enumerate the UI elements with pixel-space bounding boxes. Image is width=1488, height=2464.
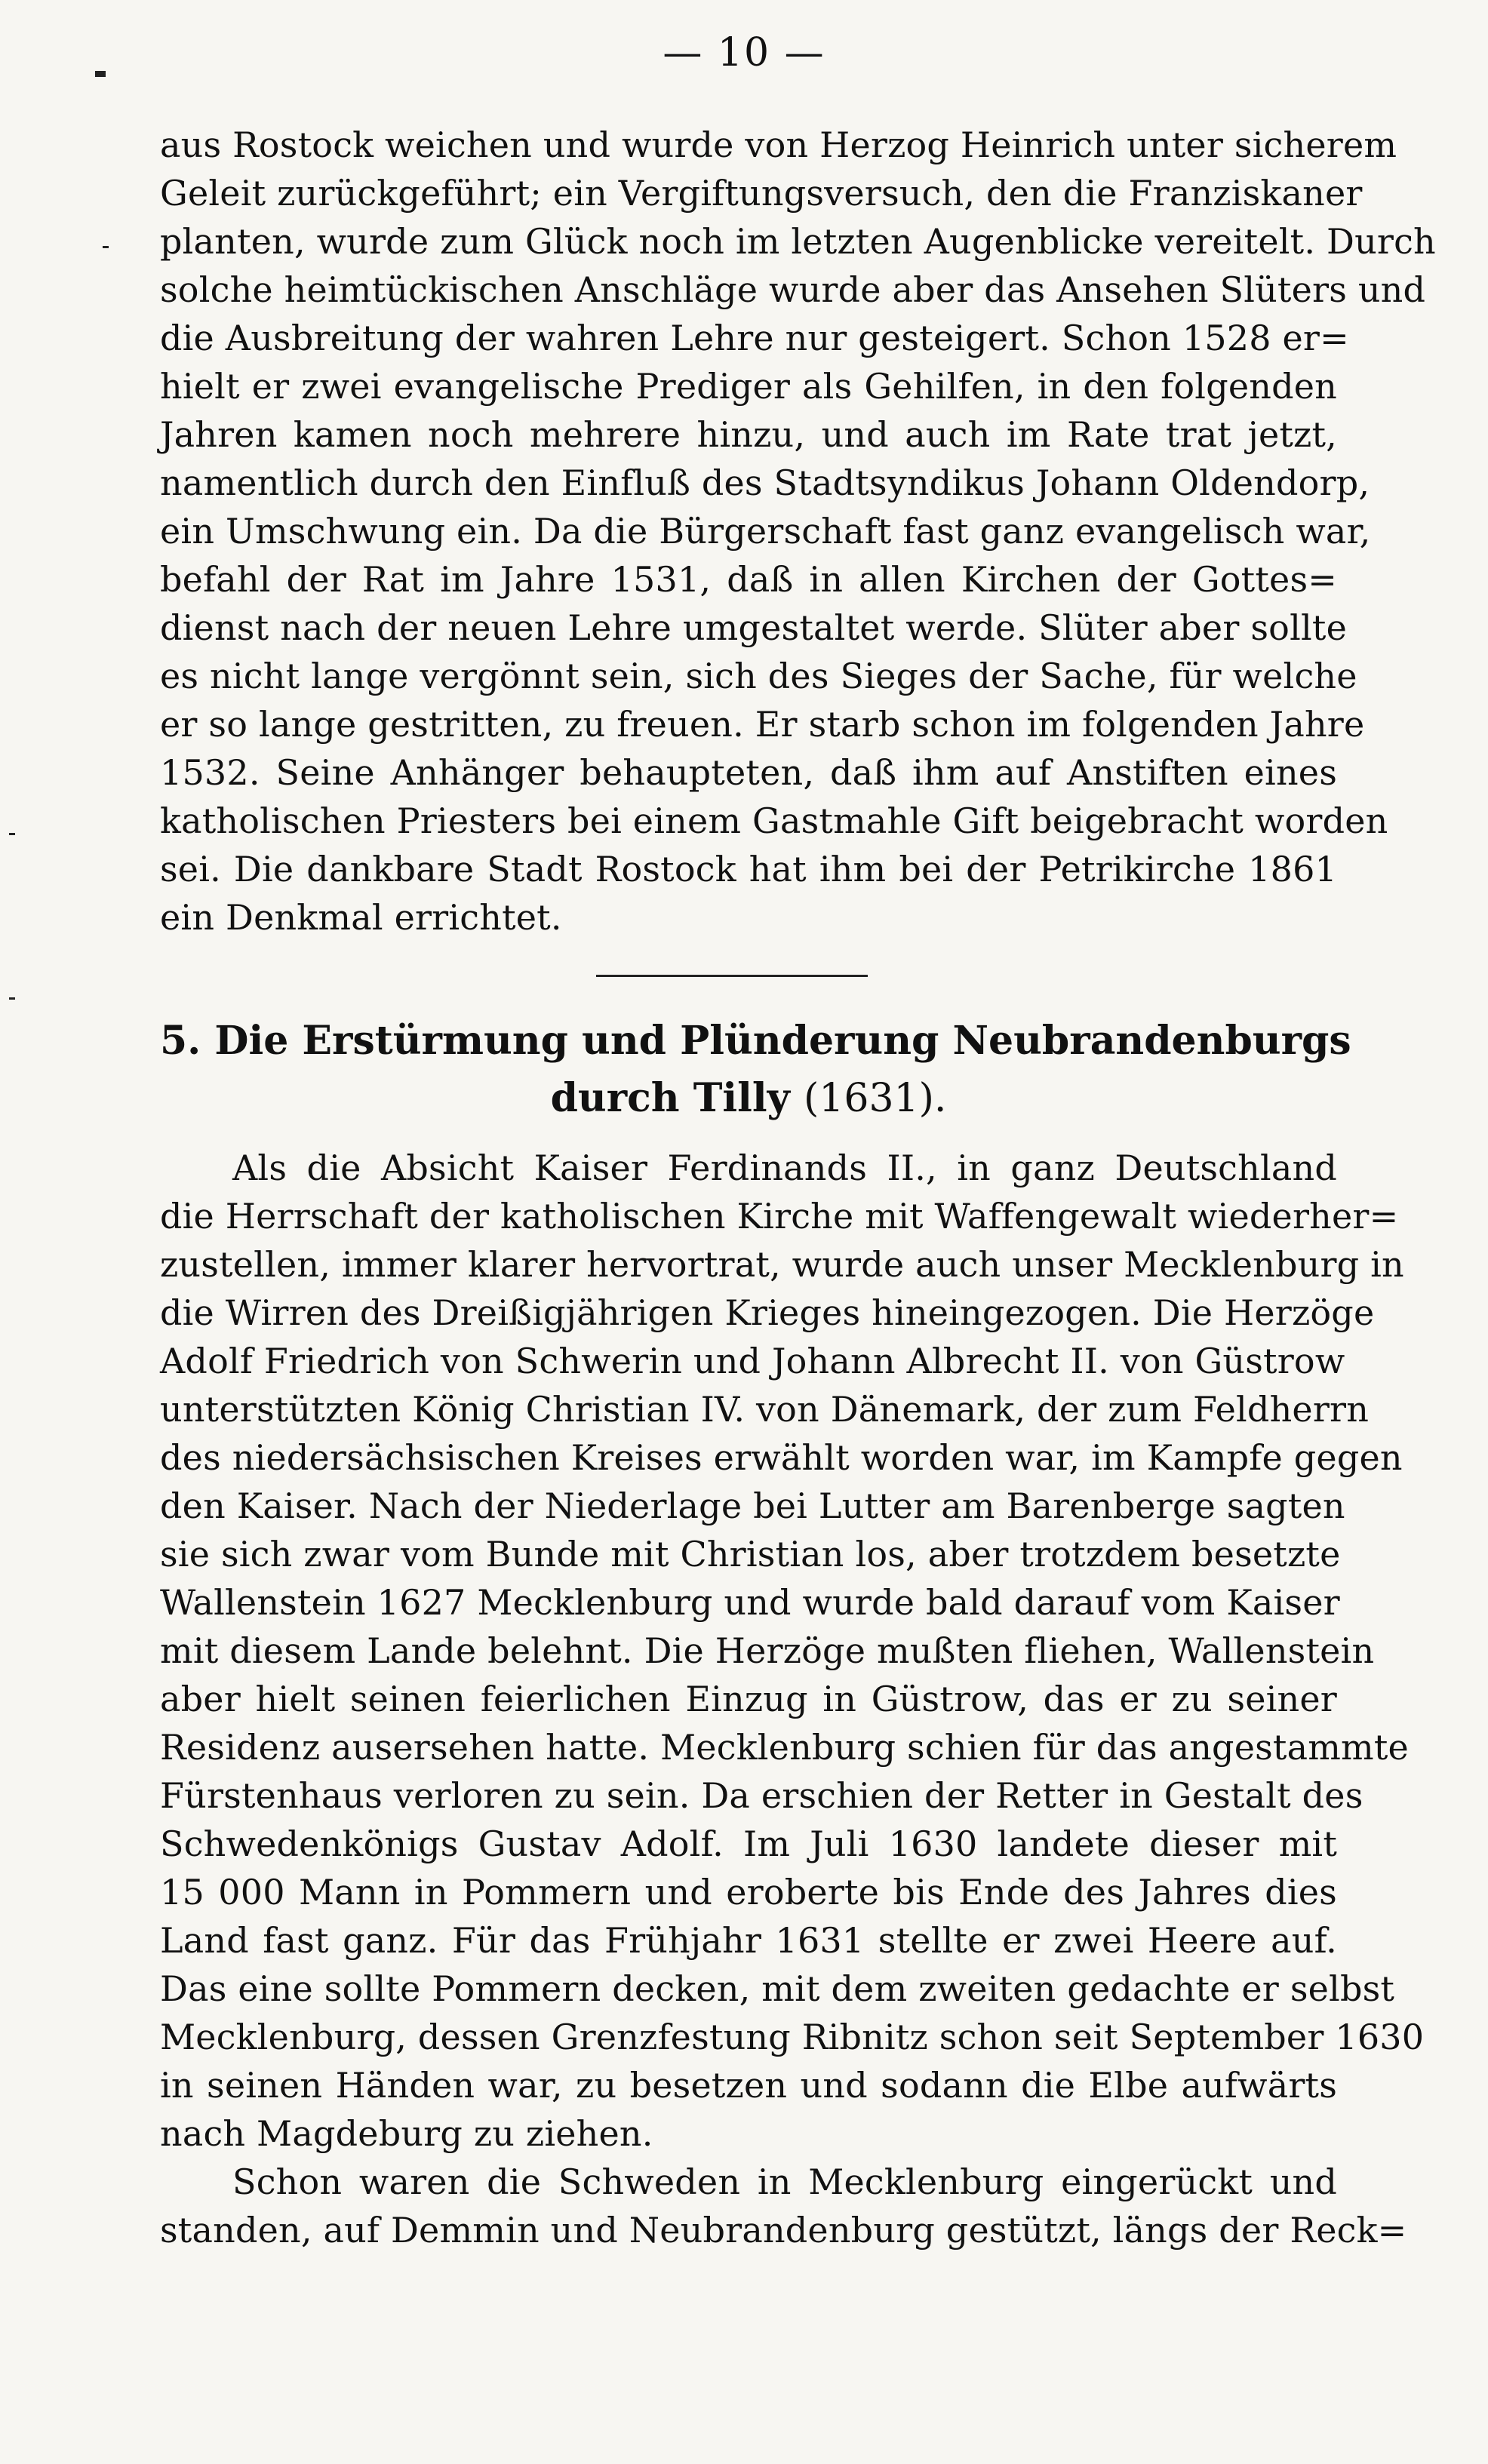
text-line: 1532. Seine Anhänger behaupteten, daß ihm auf Anstiften eines xyxy=(160,752,1337,793)
text-line: Residenz ausersehen hatte. Mecklenburg schien für das angestammte xyxy=(160,1727,1409,1768)
text-line: 15 000 Mann in Pommern und eroberte bis Ende des Jahres dies xyxy=(160,1872,1337,1913)
text-line: ein Denkmal errichtet. xyxy=(160,897,562,938)
margin-mark xyxy=(9,997,15,1000)
text-line: planten, wurde zum Glück noch im letzten Augenblicke vereitelt. Durch xyxy=(160,221,1436,262)
text-line: es nicht lange vergönnt sein, sich des Sieges der Sache, für welche xyxy=(160,656,1357,696)
text-line: Jahren kamen noch mehrere hinzu, und auch im Rate trat jetzt, xyxy=(160,414,1337,455)
page-number: — 10 — xyxy=(663,30,825,75)
text-line: mit diesem Lande belehnt. Die Herzöge mußten fliehen, Wallenstein xyxy=(160,1630,1375,1671)
text-line: Land fast ganz. Für das Frühjahr 1631 stellte er zwei Heere auf. xyxy=(160,1920,1337,1961)
section-title-year: (1631). xyxy=(803,1076,947,1121)
text-line: die Ausbreitung der wahren Lehre nur gesteigert. Schon 1528 er= xyxy=(160,318,1349,358)
text-line: sei. Die dankbare Stadt Rostock hat ihm bei der Petrikirche 1861 xyxy=(160,849,1337,889)
text-line: dienst nach der neuen Lehre umgestaltet werde. Slüter aber sollte xyxy=(160,607,1348,648)
text-line: Fürstenhaus verloren zu sein. Da erschien der Retter in Gestalt des xyxy=(160,1775,1363,1816)
text-line: zustellen, immer klarer hervortrat, wurde auch unser Mecklenburg in xyxy=(160,1244,1404,1285)
text-line: namentlich durch den Einfluß des Stadtsyndikus Johann Oldendorp, xyxy=(160,462,1370,503)
text-line: aber hielt seinen feierlichen Einzug in Güstrow, das er zu seiner xyxy=(160,1679,1337,1719)
text-line: den Kaiser. Nach der Niederlage bei Lutter am Barenberge sagten xyxy=(160,1485,1345,1526)
text-line: aus Rostock weichen und wurde von Herzog Heinrich unter sicherem xyxy=(160,124,1397,165)
section-title-line1: 5. Die Erstürmung und Plünderung Neubrandenburgs xyxy=(160,1018,1351,1064)
text-line: sie sich zwar vom Bunde mit Christian los, aber trotzdem besetzte xyxy=(160,1534,1341,1575)
text-line: solche heimtückischen Anschläge wurde aber das Ansehen Slüters und xyxy=(160,269,1426,310)
text-line: des niedersächsischen Kreises erwählt worden war, im Kampfe gegen xyxy=(160,1437,1403,1478)
text-line: katholischen Priesters bei einem Gastmahle Gift beigebracht worden xyxy=(160,800,1388,841)
text-line: Wallenstein 1627 Mecklenburg und wurde bald darauf vom Kaiser xyxy=(160,1582,1340,1623)
text-line: befahl der Rat im Jahre 1531, daß in allen Kirchen der Gottes= xyxy=(160,559,1337,600)
text-line: die Herrschaft der katholischen Kirche mit Waffengewalt wiederher= xyxy=(160,1196,1399,1237)
margin-mark xyxy=(103,246,109,248)
paragraph-continued xyxy=(160,121,1436,942)
margin-mark xyxy=(9,833,15,835)
text-line: die Wirren des Dreißigjährigen Krieges hineingezogen. Die Herzöge xyxy=(160,1292,1375,1333)
section-title-tilly: durch Tilly xyxy=(550,1075,790,1121)
text-line: unterstützten König Christian IV. von Dänemark, der zum Feldherrn xyxy=(160,1389,1370,1430)
text-line: Adolf Friedrich von Schwerin und Johann Albrecht II. von Güstrow xyxy=(160,1341,1345,1381)
section-heading xyxy=(160,1012,1351,1127)
text-line: ein Umschwung ein. Da die Bürgerschaft fast ganz evangelisch war, xyxy=(160,511,1371,551)
text-line: in seinen Händen war, zu besetzen und sodann die Elbe aufwärts xyxy=(160,2065,1337,2106)
section-divider xyxy=(596,975,868,977)
section-body xyxy=(160,1144,1425,2254)
section-title-line2 xyxy=(160,1070,1337,1127)
text-line: Schwedenkönigs Gustav Adolf. Im Juli 1630 landete dieser mit xyxy=(160,1823,1337,1864)
text-line: nach Magdeburg zu ziehen. xyxy=(160,2113,653,2154)
text-line: hielt er zwei evangelische Prediger als Gehilfen, in den folgenden xyxy=(160,366,1337,407)
text-line: standen, auf Demmin und Neubrandenburg gestützt, längs der Reck= xyxy=(160,2210,1407,2250)
text-line: er so lange gestritten, zu freuen. Er starb schon im folgenden Jahre xyxy=(160,704,1365,745)
text-line: Als die Absicht Kaiser Ferdinands II., in ganz Deutschland xyxy=(232,1148,1337,1188)
text-line: Schon waren die Schweden in Mecklenburg eingerückt und xyxy=(232,2161,1337,2202)
text-line: Geleit zurückgeführt; ein Vergiftungsversuch, den die Franziskaner xyxy=(160,173,1363,214)
text-line: Das eine sollte Pommern decken, mit dem zweiten gedachte er selbst xyxy=(160,1968,1395,2009)
margin-mark xyxy=(95,71,106,77)
text-line: Mecklenburg, dessen Grenzfestung Ribnitz schon seit September 1630 xyxy=(160,2017,1425,2057)
